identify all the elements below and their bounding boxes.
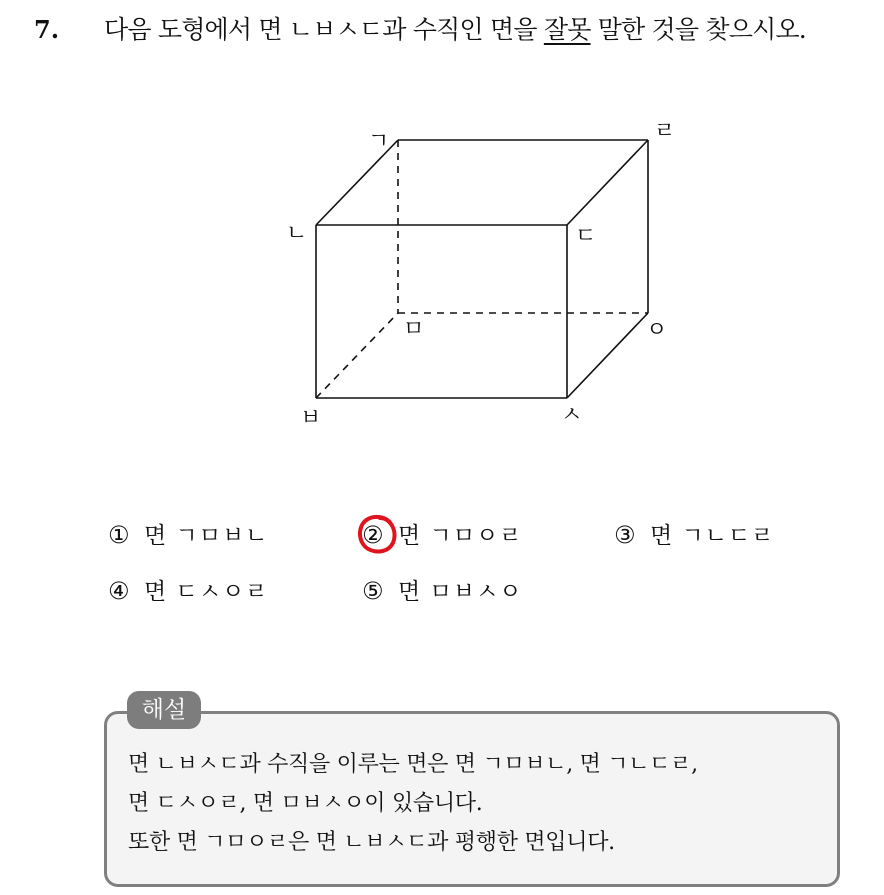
vertex-label-f: ㅂ xyxy=(300,406,322,431)
explanation-label: 해설 xyxy=(127,691,201,729)
choice-2-number: ② xyxy=(362,521,384,549)
choice-4-text: 면 ㄷㅅㅇㄹ xyxy=(144,579,269,605)
explanation-line-1: 면 ㄴㅂㅅㄷ과 수직을 이루는 면은 면 ㄱㅁㅂㄴ, 면 ㄱㄴㄷㄹ, xyxy=(128,752,698,777)
choice-1-number: ① xyxy=(108,521,130,549)
vertex-label-a: ㄱ xyxy=(368,129,390,154)
choice-3[interactable] xyxy=(614,518,774,552)
choice-4[interactable] xyxy=(108,574,268,608)
explanation-text xyxy=(128,745,828,862)
vertex-label-c: ㄷ xyxy=(575,224,597,249)
choice-2[interactable] xyxy=(362,518,522,552)
vertex-label-b: ㄴ xyxy=(286,221,308,246)
choice-5-text: 면 ㅁㅂㅅㅇ xyxy=(398,579,523,605)
choice-3-number: ③ xyxy=(614,521,636,549)
choice-4-number: ④ xyxy=(108,577,130,605)
vertex-label-h: ㅇ xyxy=(646,318,668,343)
choice-3-text: 면 ㄱㄴㄷㄹ xyxy=(650,523,775,549)
choice-2-text: 면 ㄱㅁㅇㄹ xyxy=(398,523,523,549)
vertex-label-g: ㅅ xyxy=(561,403,583,428)
explanation-line-3: 또한 면 ㄱㅁㅇㄹ은 면 ㄴㅂㅅㄷ과 평행한 면입니다. xyxy=(128,830,615,855)
choice-5[interactable] xyxy=(362,574,522,608)
question-text-after: 말한 것을 찾으시오. xyxy=(590,15,806,44)
question-text-before: 다음 도형에서 면 ㄴㅂㅅㄷ과 수직인 면을 xyxy=(104,15,544,44)
question-underlined-word: 잘못 xyxy=(543,15,591,44)
question-number: 7. xyxy=(34,15,60,44)
choice-1-text: 면 ㄱㅁㅂㄴ xyxy=(144,523,269,549)
choice-5-number: ⑤ xyxy=(362,577,384,605)
vertex-label-e: ㅁ xyxy=(403,317,425,342)
explanation-line-2: 면 ㄷㅅㅇㄹ, 면 ㅁㅂㅅㅇ이 있습니다. xyxy=(128,791,483,816)
choice-1[interactable] xyxy=(108,518,268,552)
vertex-label-d: ㄹ xyxy=(654,119,676,144)
